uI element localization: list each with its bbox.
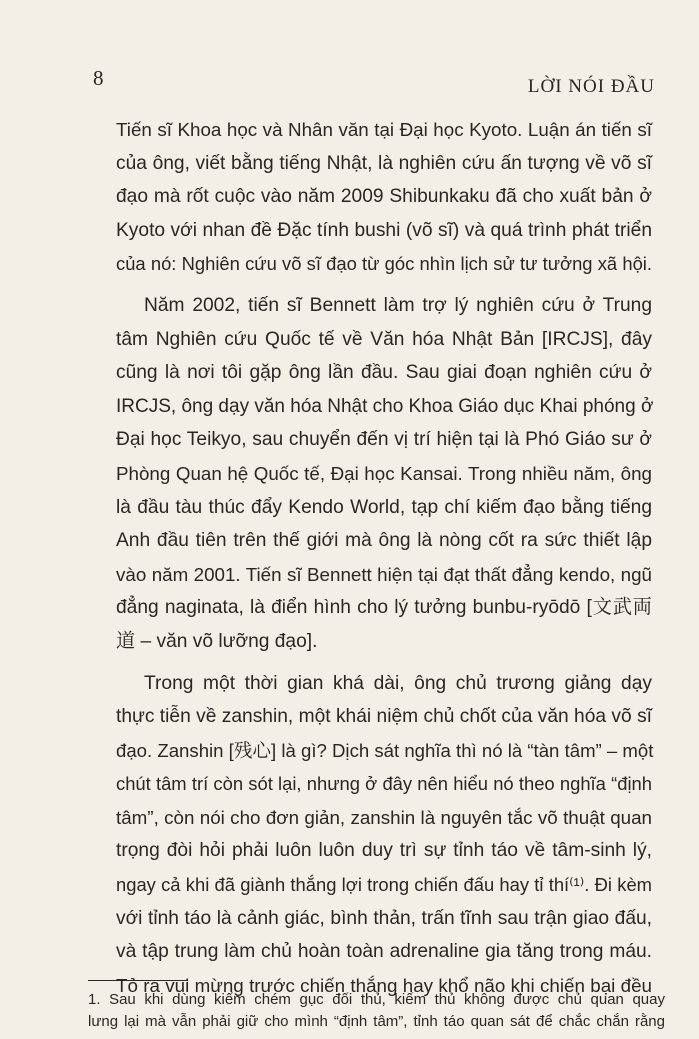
footnote-separator	[88, 980, 188, 981]
footnote	[88, 989, 665, 1033]
body-text	[116, 113, 652, 1002]
text-line: IRCJS, ông dạy văn hóa Nhật cho Khoa Giáo dục Khai phóng ở	[116, 395, 654, 417]
text-line: Tiến sĩ Khoa học và Nhân văn tại Đại học Kyoto. Luận án tiến sĩ	[116, 119, 652, 140]
text-line: 道 – văn võ lưỡng đạo].	[116, 630, 318, 652]
text-line: đạo. Zanshin [残心] là gì? Dịch sát nghĩa thì nó là “tàn tâm” – một	[116, 739, 654, 761]
text-line: tâm”, còn nói cho đơn giản, zanshin là nguyên tắc võ thuật quan	[116, 806, 652, 828]
footnote-line: lưng lại mà vẫn phải giữ cho mình “định tâm”, tỉnh táo quan sát để chắc chắn rằng	[88, 1013, 665, 1030]
text-line: tâm Nghiên cứu Quốc tế về Văn hóa Nhật Bản [IRCJS], đây	[116, 328, 652, 350]
text-line: là đầu tàu thúc đẩy Kendo World, tạp chí kiếm đạo bằng tiếng	[116, 496, 652, 518]
text-line: đạo mà rốt cuộc vào năm 2009 Shibunkaku đã cho xuất bản ở	[116, 186, 652, 208]
running-head: LỜI NÓI ĐẦU	[527, 76, 655, 97]
text-line: Năm 2002, tiến sĩ Bennett làm trợ lý nghiên cứu ở Trung	[144, 294, 652, 316]
text-line: trọng đòi hỏi phải luôn luôn duy trì sự tỉnh táo về tâm-sinh lý,	[116, 840, 652, 862]
text-line: Kyoto với nhan đề Đặc tính bushi (võ sĩ) và quá trình phát triển	[116, 219, 652, 241]
paragraph	[116, 289, 652, 659]
text-line: Đại học Teikyo, sau chuyển đến vị trí hiện tại là Phó Giáo sư ở	[116, 429, 652, 451]
text-line: chút tâm trí còn sót lại, nhưng ở đây nên hiểu nó theo nghĩa “định	[116, 773, 652, 795]
text-line: Tỏ ra vui mừng trước chiến thắng hay khổ não khi chiến bại đều	[116, 974, 652, 996]
paragraph	[116, 113, 652, 281]
text-line: và tập trung làm chủ hoàn toàn adrenaline gia tăng trong máu.	[116, 941, 652, 963]
text-line: vào năm 2001. Tiến sĩ Bennett hiện tại đạt thất đẳng kendo, ngũ	[116, 563, 652, 585]
page-number: 8	[93, 66, 104, 90]
text-line: đẳng naginata, là điển hình cho lý tưởng bunbu-ryōdō [文武両	[116, 597, 652, 619]
text-line: của ông, viết bằng tiếng Nhật, là nghiên cứu ấn tượng về võ sĩ	[116, 152, 652, 174]
text-line: ngay cả khi đã giành thắng lợi trong chiến đấu hay tỉ thí⁽¹⁾. Đi kèm	[116, 874, 652, 896]
text-line: cũng là nơi tôi gặp ông lần đầu. Sau giai đoạn nghiên cứu ở	[116, 362, 652, 384]
text-line: Anh đầu tiên trên thế giới mà ông là nòng cốt ra sức thiết lập	[116, 530, 652, 552]
footnote-line: 1. Sau khi dùng kiếm chém gục đối thủ, kiếm thủ không được chủ quan quay	[88, 991, 665, 1008]
text-line: thực tiễn về zanshin, một khái niệm chủ chốt của văn hóa võ sĩ	[116, 706, 652, 728]
text-line: với tỉnh táo là cảnh giác, bình thản, trấn tĩnh sau trận giao đấu,	[116, 907, 652, 929]
text-line: Trong một thời gian khá dài, ông chủ trương giảng dạy	[144, 672, 652, 694]
text-line: Phòng Quan hệ Quốc tế, Đại học Kansai. Trong nhiều năm, ông	[116, 462, 652, 484]
text-line: của nó: Nghiên cứu võ sĩ đạo từ góc nhìn lịch sử tư tưởng xã hội.	[116, 253, 652, 275]
paragraph	[116, 667, 652, 1003]
